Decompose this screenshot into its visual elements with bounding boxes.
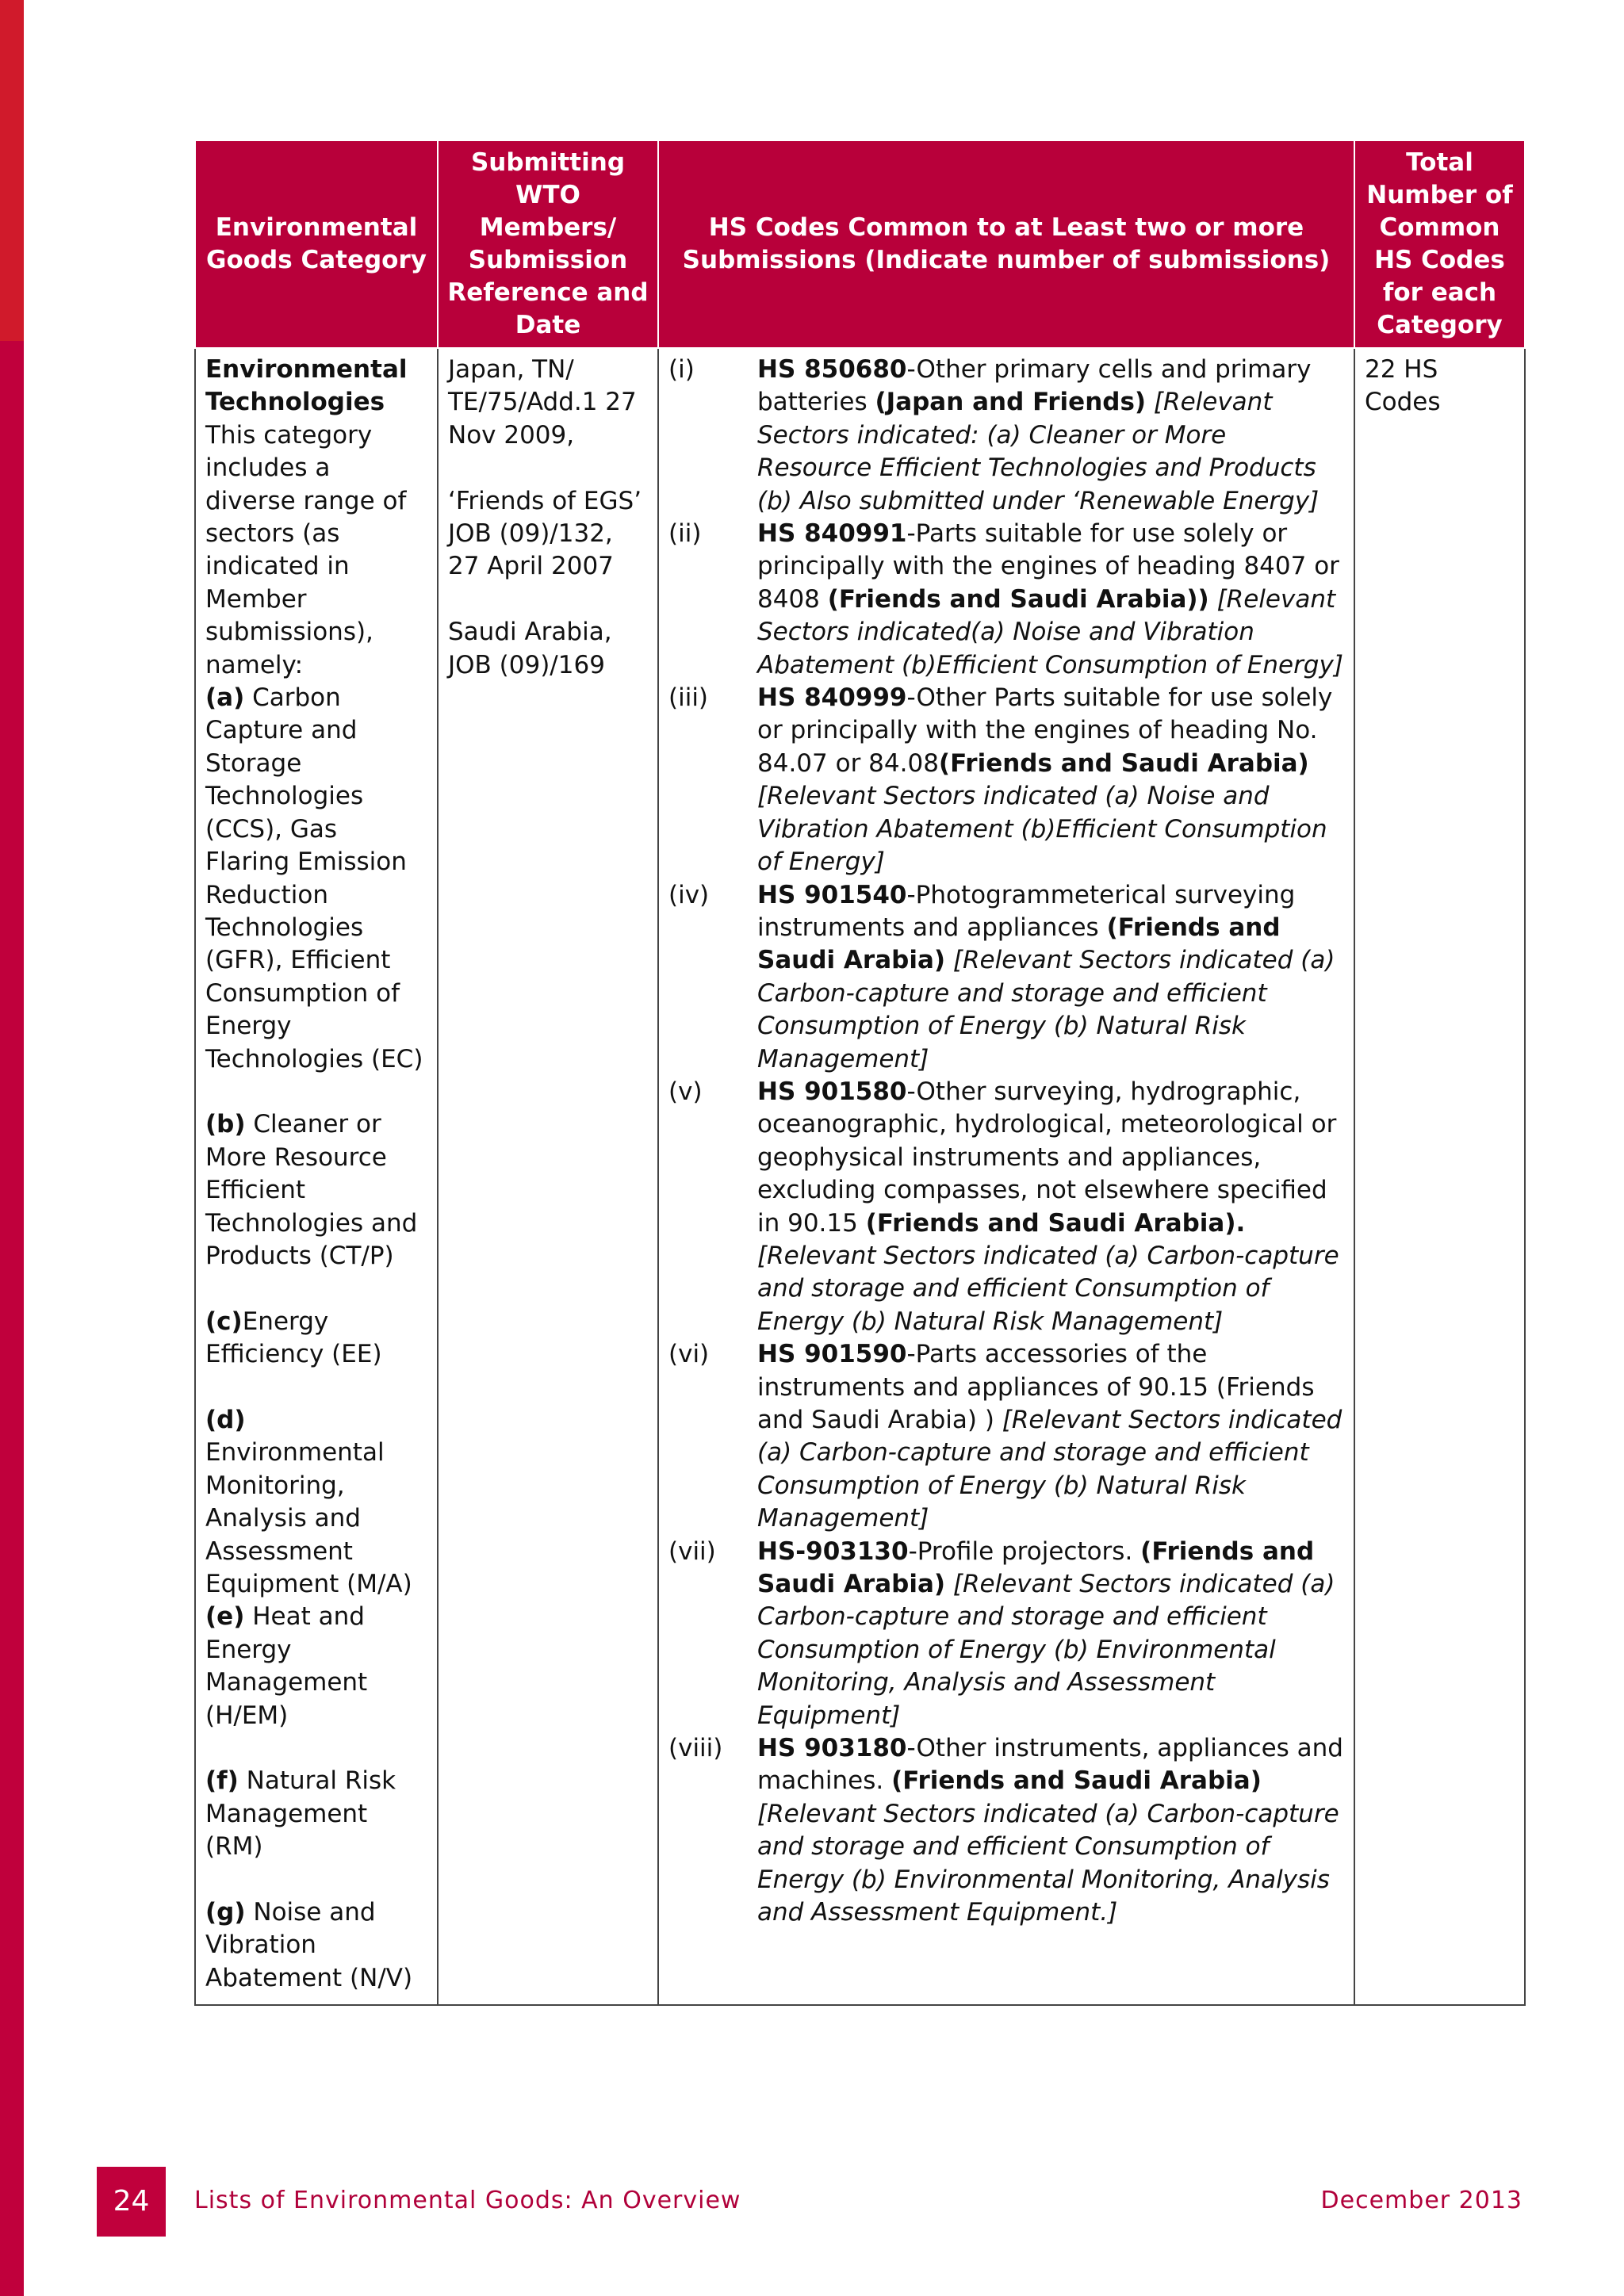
member-japan: Japan, TN/ TE/75/Add.1 27 Nov 2009, bbox=[448, 355, 637, 450]
footer-title: Lists of Environmental Goods: An Overview bbox=[194, 2187, 741, 2214]
category-item: (f) Natural Risk Management (RM) bbox=[205, 1766, 396, 1862]
header-members: Submitting WTO Members/ Submission Reference and Date bbox=[438, 140, 658, 348]
hs-item: (iii) HS 840999-Other Parts suitable for use solely or principally with the engines of heading No. 84.07 or 84.08(Friends and Saudi Arabia) [Relevant Sectors indicated (a) Noise and Vibration Abatement (b)Efficient Consumption of Energy] bbox=[668, 683, 1333, 877]
side-accent-stripe bbox=[0, 0, 24, 341]
header-category: Environmental Goods Category bbox=[195, 140, 438, 348]
category-intro: This category includes a diverse range of sectors (as indicated in Member submissions), namely: bbox=[205, 420, 407, 679]
table-row bbox=[195, 348, 1525, 2005]
hs-item: (v) HS 901580-Other surveying, hydrographic, oceanographic, hydrological, meteorological or geophysical instruments and appliances, excluding compasses, not elsewhere specified in 90.15 (Friends and Saudi Arabia). [Relevant Sectors indicated (a) Carbon-capture and storage and efficient Consumption of Energy (b) Natural Risk Management] bbox=[668, 1077, 1339, 1336]
members-cell bbox=[438, 348, 658, 2005]
table-header-row bbox=[195, 140, 1525, 348]
category-item: (b) Cleaner or More Resource Efficient Technologies and Products (CT/P) bbox=[205, 1110, 418, 1270]
hs-item: (viii) HS 903180-Other instruments, appliances and machines. (Friends and Saudi Arabia)[Relevant Sectors indicated (a) Carbon-capture and storage and efficient Consumption of Energy (b) Environmental Monitoring, Analysis and Assessment Equipment.] bbox=[668, 1734, 1343, 1927]
hs-item: (vi) HS 901590-Parts accessories of the instruments and appliances of 90.15 (Friends and Saudi Arabia) ) [Relevant Sectors indicated (a) Carbon-capture and storage and efficient Consumption of Energy (b) Natural Risk Management] bbox=[668, 1340, 1342, 1533]
category-item: (c)Energy Efficiency (EE) bbox=[205, 1307, 382, 1369]
hs-codes-cell bbox=[658, 348, 1354, 2005]
environmental-goods-table bbox=[194, 140, 1526, 2006]
page-number: 24 bbox=[97, 2167, 166, 2237]
total-count: 22 HS Codes bbox=[1365, 355, 1441, 417]
category-item: (a) Carbon Capture and Storage Technologies (CCS), Gas Flaring Emission Reduction Technologies (GFR), Efficient Consumption of Energy Technologies (EC) bbox=[205, 683, 423, 1073]
category-title: Environmental Technologies bbox=[205, 355, 408, 417]
hs-item: (vii) HS-903130-Profile projectors. (Friends and Saudi Arabia) [Relevant Sectors indicated (a) Carbon-capture and storage and efficient Consumption of Energy (b) Environmental Monitoring, Analysis and Assessment Equipment] bbox=[668, 1536, 1335, 1730]
hs-item: (i) HS 850680-Other primary cells and primary batteries (Japan and Friends) [Relevant Sectors indicated: (a) Cleaner or More Resource Efficient Technologies and Products (b) Also submitted under ‘Renewable Energy] bbox=[668, 355, 1320, 515]
category-item: (d) Environmental Monitoring, Analysis and Assessment Equipment (M/A) bbox=[205, 1405, 412, 1598]
side-accent-stripe-lower bbox=[0, 341, 24, 2296]
header-total: Total Number of Common HS Codes for each Category bbox=[1354, 140, 1525, 348]
member-friends: ‘Friends of EGS’ JOB (09)/132, 27 April 2007 bbox=[448, 486, 642, 581]
header-hs-codes: HS Codes Common to at Least two or more Submissions (Indicate number of submissions) bbox=[658, 140, 1354, 348]
hs-item: (iv) HS 901540-Photogrammeterical surveying instruments and appliances (Friends and Saudi Arabia) [Relevant Sectors indicated (a) Carbon-capture and storage and efficient Consumption of Energy (b) Natural Risk Management] bbox=[668, 880, 1335, 1073]
total-cell bbox=[1354, 348, 1525, 2005]
footer-date: December 2013 bbox=[1320, 2187, 1522, 2214]
category-cell bbox=[195, 348, 438, 2005]
member-saudi: Saudi Arabia, JOB (09)/169 bbox=[448, 618, 612, 679]
category-item: (e) Heat and Energy Management (H/EM) bbox=[205, 1602, 368, 1730]
hs-item: (ii) HS 840991-Parts suitable for use solely or principally with the engines of heading 8407 or 8408 (Friends and Saudi Arabia)) [Relevant Sectors indicated(a) Noise and Vibration Abatement (b)Efficient Consumption of Energy] bbox=[668, 519, 1343, 679]
category-item: (g) Noise and Vibration Abatement (N/V) bbox=[205, 1898, 413, 1992]
